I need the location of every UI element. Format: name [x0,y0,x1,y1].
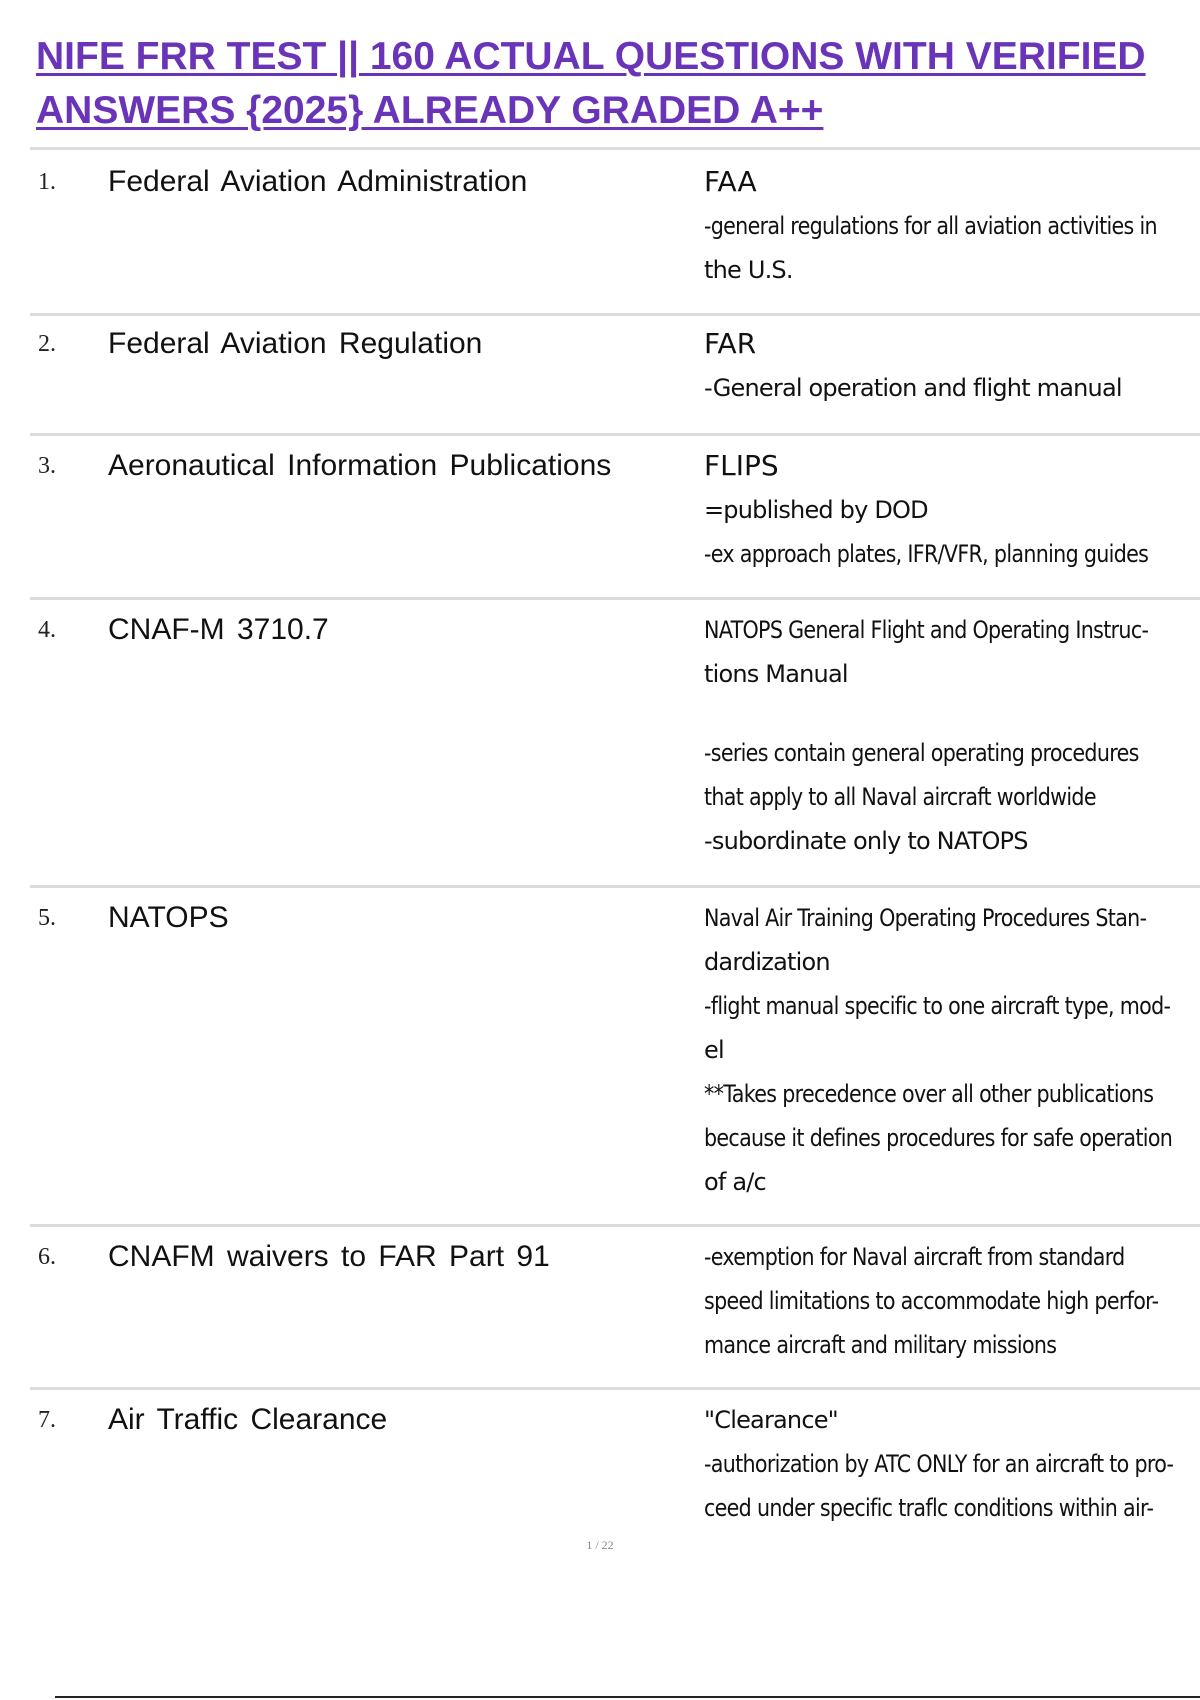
row-definition [704,896,1194,1204]
row-number: 5. [38,905,56,931]
definition-line: -authorization by ATC ONLY for an aircraft to pro- [704,1450,1174,1478]
row-number: 1. [38,169,56,195]
definition-line: -series contain general operating procedures [704,739,1139,767]
row-definition [704,160,1194,292]
definition-line: FLIPS [704,449,779,482]
row-divider [30,313,1200,316]
row-term: CNAF-M 3710.7 [108,613,329,646]
row-number: 2. [38,331,56,357]
definition-line: -flight manual specific to one aircraft type, mod- [704,992,1171,1020]
row-definition [704,1398,1194,1530]
definition-line: **Takes precedence over all other publications [704,1080,1154,1108]
row-definition [704,444,1194,576]
definition-line: mance aircraft and military missions [704,1331,1057,1359]
row-number: 3. [38,453,56,479]
row-term: Aeronautical Information Publications [108,449,612,482]
row-term: Air Traffic Clearance [108,1403,388,1436]
definition-line: dardization [704,948,830,976]
definition-line: -General operation and flight manual [704,374,1122,402]
row-divider [30,147,1200,150]
row-divider [30,597,1200,600]
definition-line: the U.S. [704,256,793,284]
definition-line: because it defines procedures for safe operation [704,1124,1173,1152]
row-number: 4. [38,617,56,643]
row-term: CNAFM waivers to FAR Part 91 [108,1240,550,1273]
definition-spacer [704,696,1194,731]
definition-line: -ex approach plates, IFR/VFR, planning guides [704,540,1149,568]
definition-line: "Clearance" [704,1406,838,1434]
definition-line: -exemption for Naval aircraft from standard [704,1243,1125,1271]
definition-line: tions Manual [704,660,848,688]
row-definition [704,1235,1194,1367]
definition-line: FAR [704,327,757,360]
bottom-divider [55,1696,1200,1698]
page-indicator: 1 / 22 [586,1538,614,1552]
definition-line: speed limitations to accommodate high perfor- [704,1287,1159,1315]
document-title: NIFE FRR TEST || 160 ACTUAL QUESTIONS WITH VERIFIED ANSWERS {2025} ALREADY GRADED A++ [36,35,1146,132]
row-divider [30,1224,1200,1227]
row-number: 6. [38,1244,56,1270]
definition-line: Naval Air Training Operating Procedures Stan- [704,904,1147,932]
definition-line: ceed under specific traflc conditions within air- [704,1494,1154,1522]
definition-line: -general regulations for all aviation activities in [704,212,1157,240]
row-divider [30,433,1200,436]
definition-line: NATOPS General Flight and Operating Instruc- [704,616,1149,644]
definition-line: of a/c [704,1168,766,1196]
row-definition [704,322,1194,410]
definition-line: =published by DOD [704,496,928,524]
row-term: NATOPS [108,901,229,934]
definition-line: FAA [704,165,757,198]
row-term: Federal Aviation Regulation [108,327,483,360]
definition-line: -subordinate only to NATOPS [704,827,1028,855]
row-number: 7. [38,1407,56,1433]
row-definition [704,608,1194,863]
row-divider [30,1387,1200,1390]
row-term: Federal Aviation Administration [108,165,528,198]
definition-line: that apply to all Naval aircraft worldwide [704,783,1096,811]
row-divider [30,885,1200,888]
definition-line: el [704,1036,724,1064]
